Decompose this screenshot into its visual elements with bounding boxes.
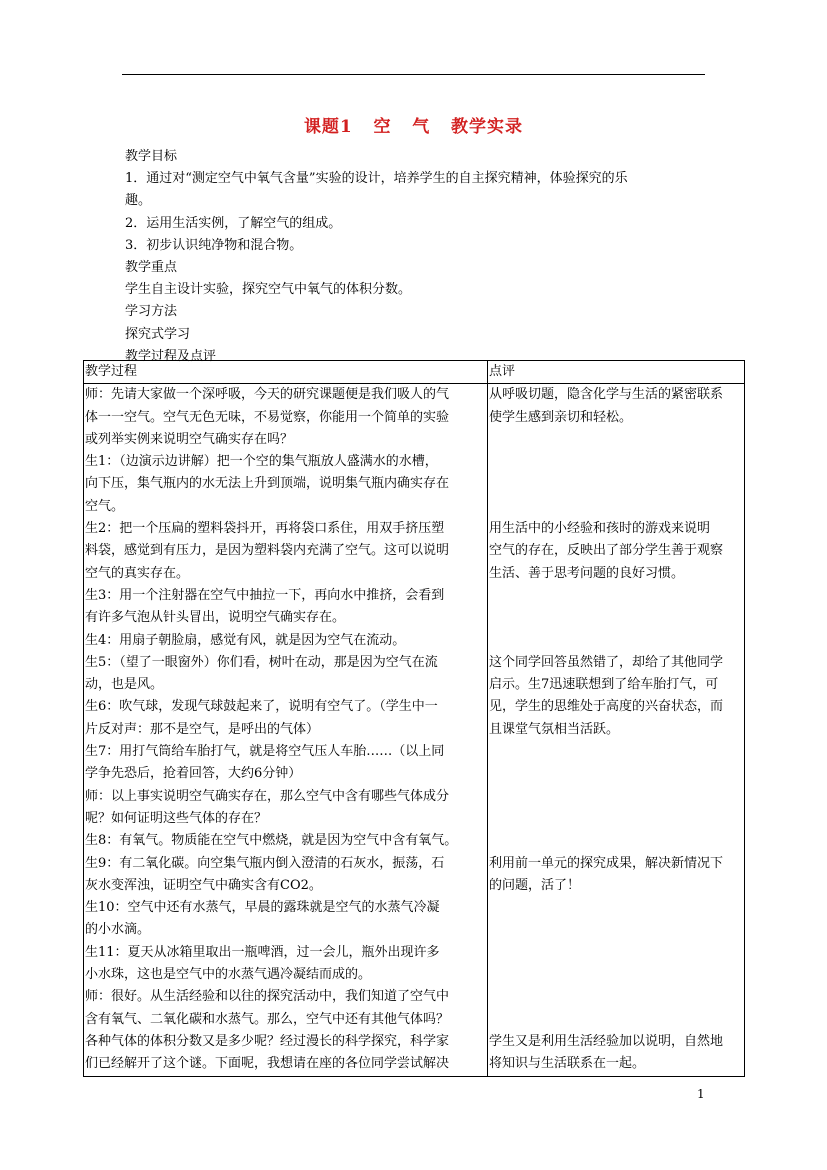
process-line: 师：很好。从生活经验和以往的探究活动中，我们知道了空气中 [85, 989, 450, 1005]
process-line: 各种气体的体积分数又是多少呢？经过漫长的科学探究，科学家 [85, 1033, 450, 1049]
process-line: 空气。 [85, 498, 125, 514]
process-line: 师：以上事实说明空气确实存在，那么空气中含有哪些气体成分 [85, 788, 450, 804]
process-line: 生10：空气中还有水蒸气，早晨的露珠就是空气的水蒸气冷凝 [85, 900, 440, 916]
comment-line: 学生又是利用生活经验加以说明，自然地 [489, 1033, 724, 1049]
process-line: 生4：用扇子朝脸扇，感觉有风，就是因为空气在流动。 [85, 632, 406, 648]
process-line: 呢？如何证明这些气体的存在？ [85, 810, 268, 826]
page-title: 课题1 空 气 教学实录 [303, 117, 524, 137]
process-line: 小水珠，这也是空气中的水蒸气遇冷凝结而成的。 [85, 967, 372, 983]
process-line: 灰水变浑浊，证明空气中确实含有CO2。 [85, 877, 322, 893]
process-line: 或列举实例来说明空气确实存在吗？ [85, 431, 294, 447]
process-line: 生9：有二氧化碳。向空集气瓶内倒入澄清的石灰水，振荡，石 [85, 855, 445, 871]
table-row [84, 384, 745, 1076]
comment-line [489, 473, 744, 495]
process-line: 料袋，感觉到有压力，是因为塑料袋内充满了空气。这可以说明 [85, 543, 450, 559]
intro-line: 学习方法 [125, 304, 178, 320]
comment-line: 空气的存在，反映出了部分学生善于观察 [489, 543, 724, 559]
process-line: 动，也是风。 [85, 677, 164, 693]
comment-line [489, 830, 744, 852]
comment-line: 且课堂气氛相当活跃。 [489, 721, 620, 737]
intro-line: 教学目标 [125, 149, 178, 164]
comment-line [489, 964, 744, 986]
process-line: 有许多气泡从针头冒出，说明空气确实存在。 [85, 610, 346, 626]
process-line: 片反对声：那不是空气，是呼出的气体） [85, 721, 320, 737]
comment-line [489, 763, 744, 785]
intro-line: 2．运用生活实例，了解空气的组成。 [125, 215, 342, 231]
header-comment: 点评 [488, 361, 745, 384]
comment-line: 从呼吸切题，隐含化学与生活的紧密联系 [489, 387, 724, 403]
comment-line [489, 1009, 744, 1031]
lesson-objectives [125, 146, 715, 368]
process-line: 生11：夏天从冰箱里取出一瓶啤酒，过一会儿，瓶外出现许多 [85, 944, 440, 960]
intro-line: 3．初步认识纯净物和混合物。 [125, 237, 303, 253]
intro-line: 趣。 [125, 193, 152, 209]
page-number: 1 [697, 1087, 705, 1101]
process-line: 向下压，集气瓶内的水无法上升到顶端，说明集气瓶内确实存在 [85, 476, 450, 492]
comment-line [489, 429, 744, 451]
comment-line [489, 986, 744, 1008]
process-line: 空气的真实存在。 [85, 565, 190, 581]
process-line: 生5：（望了一眼窗外）你们看，树叶在动，那是因为空气在流 [85, 654, 438, 670]
process-line: 们已经解开了这个谜。下面呢，我想请在座的各位同学尝试解决 [85, 1056, 450, 1072]
comment-line: 用生活中的小经验和孩时的游戏来说明 [489, 521, 711, 537]
process-cell [84, 384, 488, 1076]
comment-line: 生活、善于思考问题的良好习惯。 [489, 565, 685, 581]
process-line: 生8：有氧气。物质能在空气中燃烧，就是因为空气中含有氧气。 [85, 833, 458, 849]
intro-line: 学生自主设计实验，探究空气中氧气的体积分数。 [125, 282, 412, 298]
comment-line: 将知识与生活联系在一起。 [489, 1056, 646, 1072]
comment-line [489, 942, 744, 964]
process-line: 学争先恐后，抢着回答，大约6分钟） [85, 766, 302, 782]
process-line: 的小水滴。 [85, 922, 151, 938]
comment-line [489, 741, 744, 763]
comment-line: 见，学生的思维处于高度的兴奋状态，而 [489, 699, 724, 715]
process-line: 生1：（边演示边讲解）把一个空的集气瓶放人盛满水的水槽， [85, 454, 438, 470]
comment-line [489, 451, 744, 473]
header-process: 教学过程 [84, 361, 488, 384]
comment-line: 启示。生7迅速联想到了给车胎打气，可 [489, 677, 719, 693]
process-line: 体一一空气。空气无色无味，不易觉察，你能用一个简单的实验 [85, 409, 450, 425]
comment-line [489, 897, 744, 919]
comment-line: 利用前一单元的探究成果，解决新情况下 [489, 855, 724, 871]
intro-line: 教学过程及点评 [125, 348, 217, 364]
comment-cell [488, 384, 745, 1076]
comment-line [489, 607, 744, 629]
process-line: 生3：用一个注射器在空气中抽拉一下，再向水中推挤，会看到 [85, 587, 445, 603]
lesson-table [83, 360, 745, 1077]
comment-line [489, 496, 744, 518]
intro-line: 1．通过对“测定空气中氧气含量”实验的设计，培养学生的自主探究精神，体验探究的乐 [125, 171, 628, 187]
header-rule [122, 74, 705, 75]
process-line: 生2：把一个压扁的塑料袋抖开，再将袋口系住，用双手挤压塑 [85, 521, 445, 537]
comment-line [489, 919, 744, 941]
comment-line: 的问题，活了！ [489, 877, 581, 893]
process-line: 生7：用打气筒给车胎打气，就是将空气压人车胎……（以上同 [85, 744, 445, 760]
comment-line [489, 585, 744, 607]
comment-line: 使学生感到亲切和轻松。 [489, 409, 633, 425]
comment-line [489, 808, 744, 830]
process-line: 含有氧气、二氧化碳和水蒸气。那么，空气中还有其他气体吗？ [85, 1011, 450, 1027]
process-line: 师：先请大家做一个深呼吸，今天的研究课题便是我们吸人的气 [85, 387, 450, 403]
intro-line: 探究式学习 [125, 326, 191, 342]
comment-line [489, 786, 744, 808]
process-line: 生6：吹气球，发现气球鼓起来了，说明有空气了。（学生中一 [85, 699, 438, 715]
comment-line: 这个同学回答虽然错了，却给了其他同学 [489, 654, 724, 670]
comment-line [489, 630, 744, 652]
table-header-row [84, 361, 745, 384]
intro-line: 教学重点 [125, 260, 178, 276]
